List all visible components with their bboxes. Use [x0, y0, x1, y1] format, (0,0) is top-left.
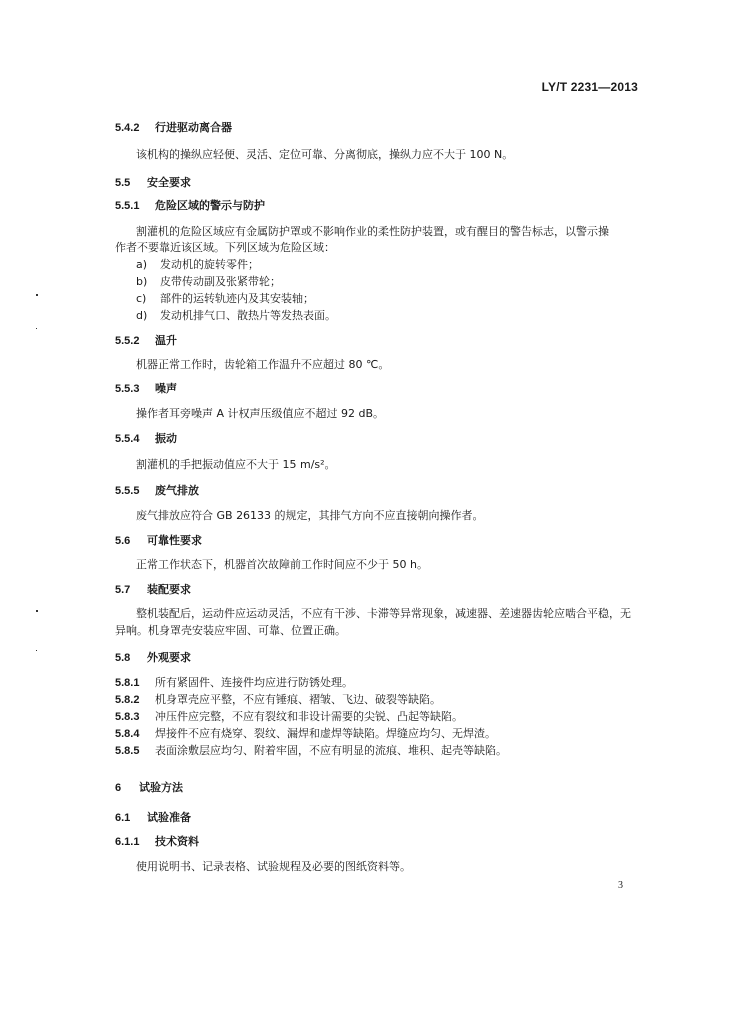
section-number: 6.1.1 — [115, 836, 140, 848]
heading-5-5-3 — [115, 382, 177, 396]
section-number: 5.6 — [115, 535, 131, 547]
section-number: 5.5 — [115, 177, 131, 189]
paragraph: 整机装配后，运动件应运动灵活，不应有干涉、卡滞等异常现象，减速器、差速器齿轮应啮合平稳，无 — [136, 607, 631, 620]
paragraph: 正常工作状态下，机器首次故障前工作时间应不少于 50 h。 — [136, 558, 428, 571]
section-number: 5.5.2 — [115, 335, 140, 347]
list-text: 皮带传动副及张紧带轮； — [160, 275, 281, 288]
heading-5-6 — [115, 534, 202, 548]
section-title: 装配要求 — [147, 583, 191, 596]
page-number: 3 — [618, 880, 623, 891]
heading-5-5-5 — [115, 484, 199, 498]
clause-5-8-3 — [115, 710, 463, 724]
paragraph: 废气排放应符合 GB 26133 的规定，其排气方向不应直接朝向操作者。 — [136, 509, 484, 522]
section-title: 危险区域的警示与防护 — [155, 199, 265, 212]
list-marker: b) — [136, 275, 148, 288]
list-item — [136, 292, 314, 306]
clause-number: 5.8.3 — [115, 711, 140, 723]
clause-text: 焊接件不应有烧穿、裂纹、漏焊和虚焊等缺陷。焊缝应均匀、无焊渣。 — [155, 727, 496, 740]
clause-number: 5.8.5 — [115, 745, 140, 757]
heading-5-5-4 — [115, 432, 177, 446]
paragraph: 割灌机的手把振动值应不大于 15 m/s²。 — [136, 458, 336, 471]
list-item — [136, 258, 259, 272]
paragraph: 机器正常工作时，齿轮箱工作温升不应超过 80 ℃。 — [136, 358, 390, 371]
clause-5-8-2 — [115, 693, 441, 707]
section-title: 可靠性要求 — [147, 534, 202, 547]
heading-6 — [115, 781, 183, 795]
section-title: 温升 — [155, 334, 177, 347]
heading-5-7 — [115, 583, 191, 597]
list-text: 发动机排气口、散热片等发热表面。 — [160, 309, 336, 322]
section-number: 5.5.1 — [115, 200, 140, 212]
section-title: 外观要求 — [147, 651, 191, 664]
clause-text: 冲压件应完整，不应有裂纹和非设计需要的尖锐、凸起等缺陷。 — [155, 710, 463, 723]
heading-5-8 — [115, 651, 191, 665]
clause-number: 5.8.1 — [115, 677, 140, 689]
scan-speck — [36, 610, 38, 612]
scan-speck — [36, 294, 38, 296]
list-item — [136, 309, 336, 323]
list-item — [136, 275, 281, 289]
clause-5-8-1 — [115, 676, 353, 690]
heading-5-5-2 — [115, 334, 177, 348]
section-number: 5.5.4 — [115, 433, 140, 445]
clause-5-8-5 — [115, 744, 507, 758]
section-title: 噪声 — [155, 382, 177, 395]
list-text: 发动机的旋转零件； — [160, 258, 259, 271]
heading-6-1 — [115, 811, 191, 825]
section-title: 技术资料 — [155, 835, 199, 848]
section-title: 安全要求 — [147, 176, 191, 189]
list-text: 部件的运转轨迹内及其安装轴； — [160, 292, 314, 305]
heading-5-4-2 — [115, 121, 232, 135]
clause-number: 5.8.2 — [115, 694, 140, 706]
scan-speck — [36, 650, 37, 651]
section-number: 5.5.3 — [115, 383, 140, 395]
section-title: 振动 — [155, 432, 177, 445]
heading-6-1-1 — [115, 835, 199, 849]
section-number: 6.1 — [115, 812, 131, 824]
section-number: 6 — [115, 782, 122, 794]
heading-5-5-1 — [115, 199, 265, 213]
paragraph: 该机构的操纵应轻便、灵活、定位可靠、分离彻底，操纵力应不大于 100 N。 — [136, 148, 514, 161]
list-marker: c) — [136, 292, 147, 305]
section-number: 5.5.5 — [115, 485, 140, 497]
standard-code: LY/T 2231—2013 — [541, 80, 638, 94]
clause-number: 5.8.4 — [115, 728, 140, 740]
section-title: 废气排放 — [155, 484, 199, 497]
section-title: 试验准备 — [147, 811, 191, 824]
section-number: 5.4.2 — [115, 122, 140, 134]
clause-text: 机身罩壳应平整，不应有锤痕、褶皱、飞边、破裂等缺陷。 — [155, 693, 441, 706]
clause-text: 表面涂敷层应均匀、附着牢固，不应有明显的流痕、堆积、起壳等缺陷。 — [155, 744, 507, 757]
paragraph-continuation: 作者不要靠近该区域。下列区域为危险区域： — [115, 241, 335, 254]
section-number: 5.8 — [115, 652, 131, 664]
paragraph-continuation: 异响。机身罩壳安装应牢固、可靠、位置正确。 — [115, 624, 346, 637]
heading-5-5 — [115, 176, 191, 190]
clause-5-8-4 — [115, 727, 496, 741]
section-title: 试验方法 — [139, 781, 183, 794]
list-marker: a) — [136, 258, 148, 271]
paragraph: 使用说明书、记录表格、试验规程及必要的图纸资料等。 — [136, 860, 411, 873]
section-title: 行进驱动离合器 — [155, 121, 232, 134]
section-number: 5.7 — [115, 584, 131, 596]
scan-speck — [36, 328, 37, 329]
clause-text: 所有紧固件、连接件均应进行防锈处理。 — [155, 676, 353, 689]
list-marker: d) — [136, 309, 148, 322]
paragraph: 割灌机的危险区域应有金属防护罩或不影响作业的柔性防护装置，或有醒目的警告标志，以警示操 — [136, 225, 609, 238]
paragraph: 操作者耳旁噪声 A 计权声压级值应不超过 92 dB。 — [136, 407, 385, 420]
